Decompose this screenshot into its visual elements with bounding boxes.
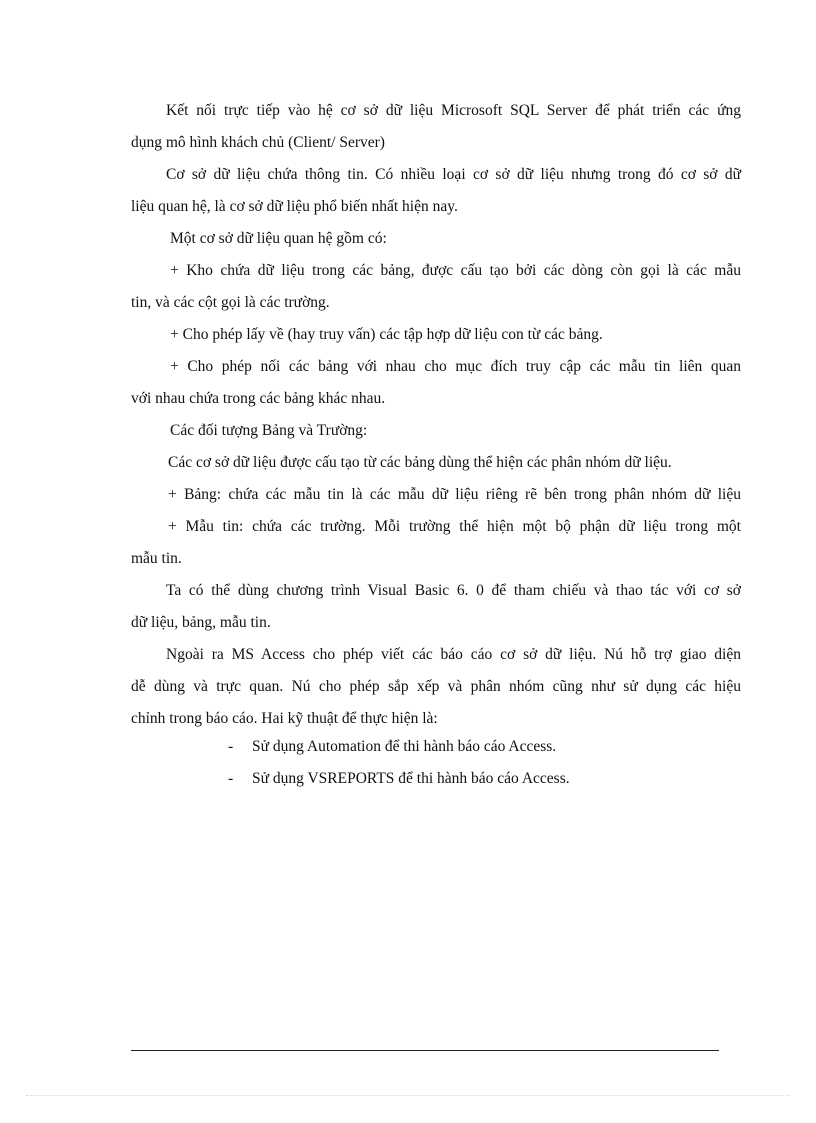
text-line: mẫu tin. bbox=[131, 550, 182, 567]
text-line: + Mẫu tin: chứa các trường. Mỗi trường thể hiện một bộ phận dữ liệu trong một bbox=[168, 518, 741, 535]
text-line: Một cơ sở dữ liệu quan hệ gồm có: bbox=[170, 230, 387, 247]
text-line: Kết nối trực tiếp vào hệ cơ sở dữ liệu Microsoft SQL Server để phát triển các ứng bbox=[166, 102, 741, 119]
bullet-text: Sử dụng Automation để thi hành báo cáo Access. bbox=[252, 738, 557, 755]
text-line: dễ dùng và trực quan. Nú cho phép sắp xếp và phân nhóm cũng như sử dụng các hiệu bbox=[131, 678, 741, 695]
text-line: dụng mô hình khách chủ (Client/ Server) bbox=[131, 134, 385, 151]
bullet-marker: - bbox=[228, 770, 234, 787]
text-line: với nhau chứa trong các bảng khác nhau. bbox=[131, 390, 386, 407]
text-line: tin, và các cột gọi là các trường. bbox=[131, 294, 330, 311]
text-line: chỉnh trong báo cáo. Hai kỹ thuật để thực hiện là: bbox=[131, 710, 438, 727]
text-line: Các cơ sở dữ liệu được cấu tạo từ các bảng dùng thể hiện các phân nhóm dữ liệu. bbox=[168, 454, 672, 471]
text-line: Ngoài ra MS Access cho phép viết các báo cáo cơ sở dữ liệu. Nú hỗ trợ giao diện bbox=[166, 646, 741, 663]
footer-rule bbox=[131, 1050, 719, 1051]
text-line: Ta có thể dùng chương trình Visual Basic 6. 0 để tham chiếu và thao tác với cơ sở bbox=[166, 582, 741, 599]
text-line: liệu quan hệ, là cơ sở dữ liệu phổ biến nhất hiện nay. bbox=[131, 198, 458, 215]
bullet-marker: - bbox=[228, 738, 234, 755]
section-heading: Các đối tượng Bảng và Trường: bbox=[170, 422, 368, 439]
page-bottom-border bbox=[26, 1095, 790, 1096]
text-line: + Kho chứa dữ liệu trong các bảng, được cấu tạo bởi các dòng còn gọi là các mẫu bbox=[170, 262, 741, 279]
text-line: + Cho phép nối các bảng với nhau cho mục đích truy cập các mẫu tin liên quan bbox=[170, 358, 741, 375]
text-line: + Bảng: chứa các mẫu tin là các mẫu dữ liệu riêng rẽ bên trong phân nhóm dữ liệu bbox=[168, 486, 741, 503]
bullet-text: Sử dụng VSREPORTS để thi hành báo cáo Access. bbox=[252, 770, 570, 787]
text-line: + Cho phép lấy về (hay truy vấn) các tập hợp dữ liệu con từ các bảng. bbox=[170, 326, 603, 343]
text-line: dữ liệu, bảng, mẫu tin. bbox=[131, 614, 271, 631]
text-line: Cơ sở dữ liệu chứa thông tin. Có nhiều loại cơ sở dữ liệu nhưng trong đó cơ sở dữ bbox=[166, 166, 741, 183]
